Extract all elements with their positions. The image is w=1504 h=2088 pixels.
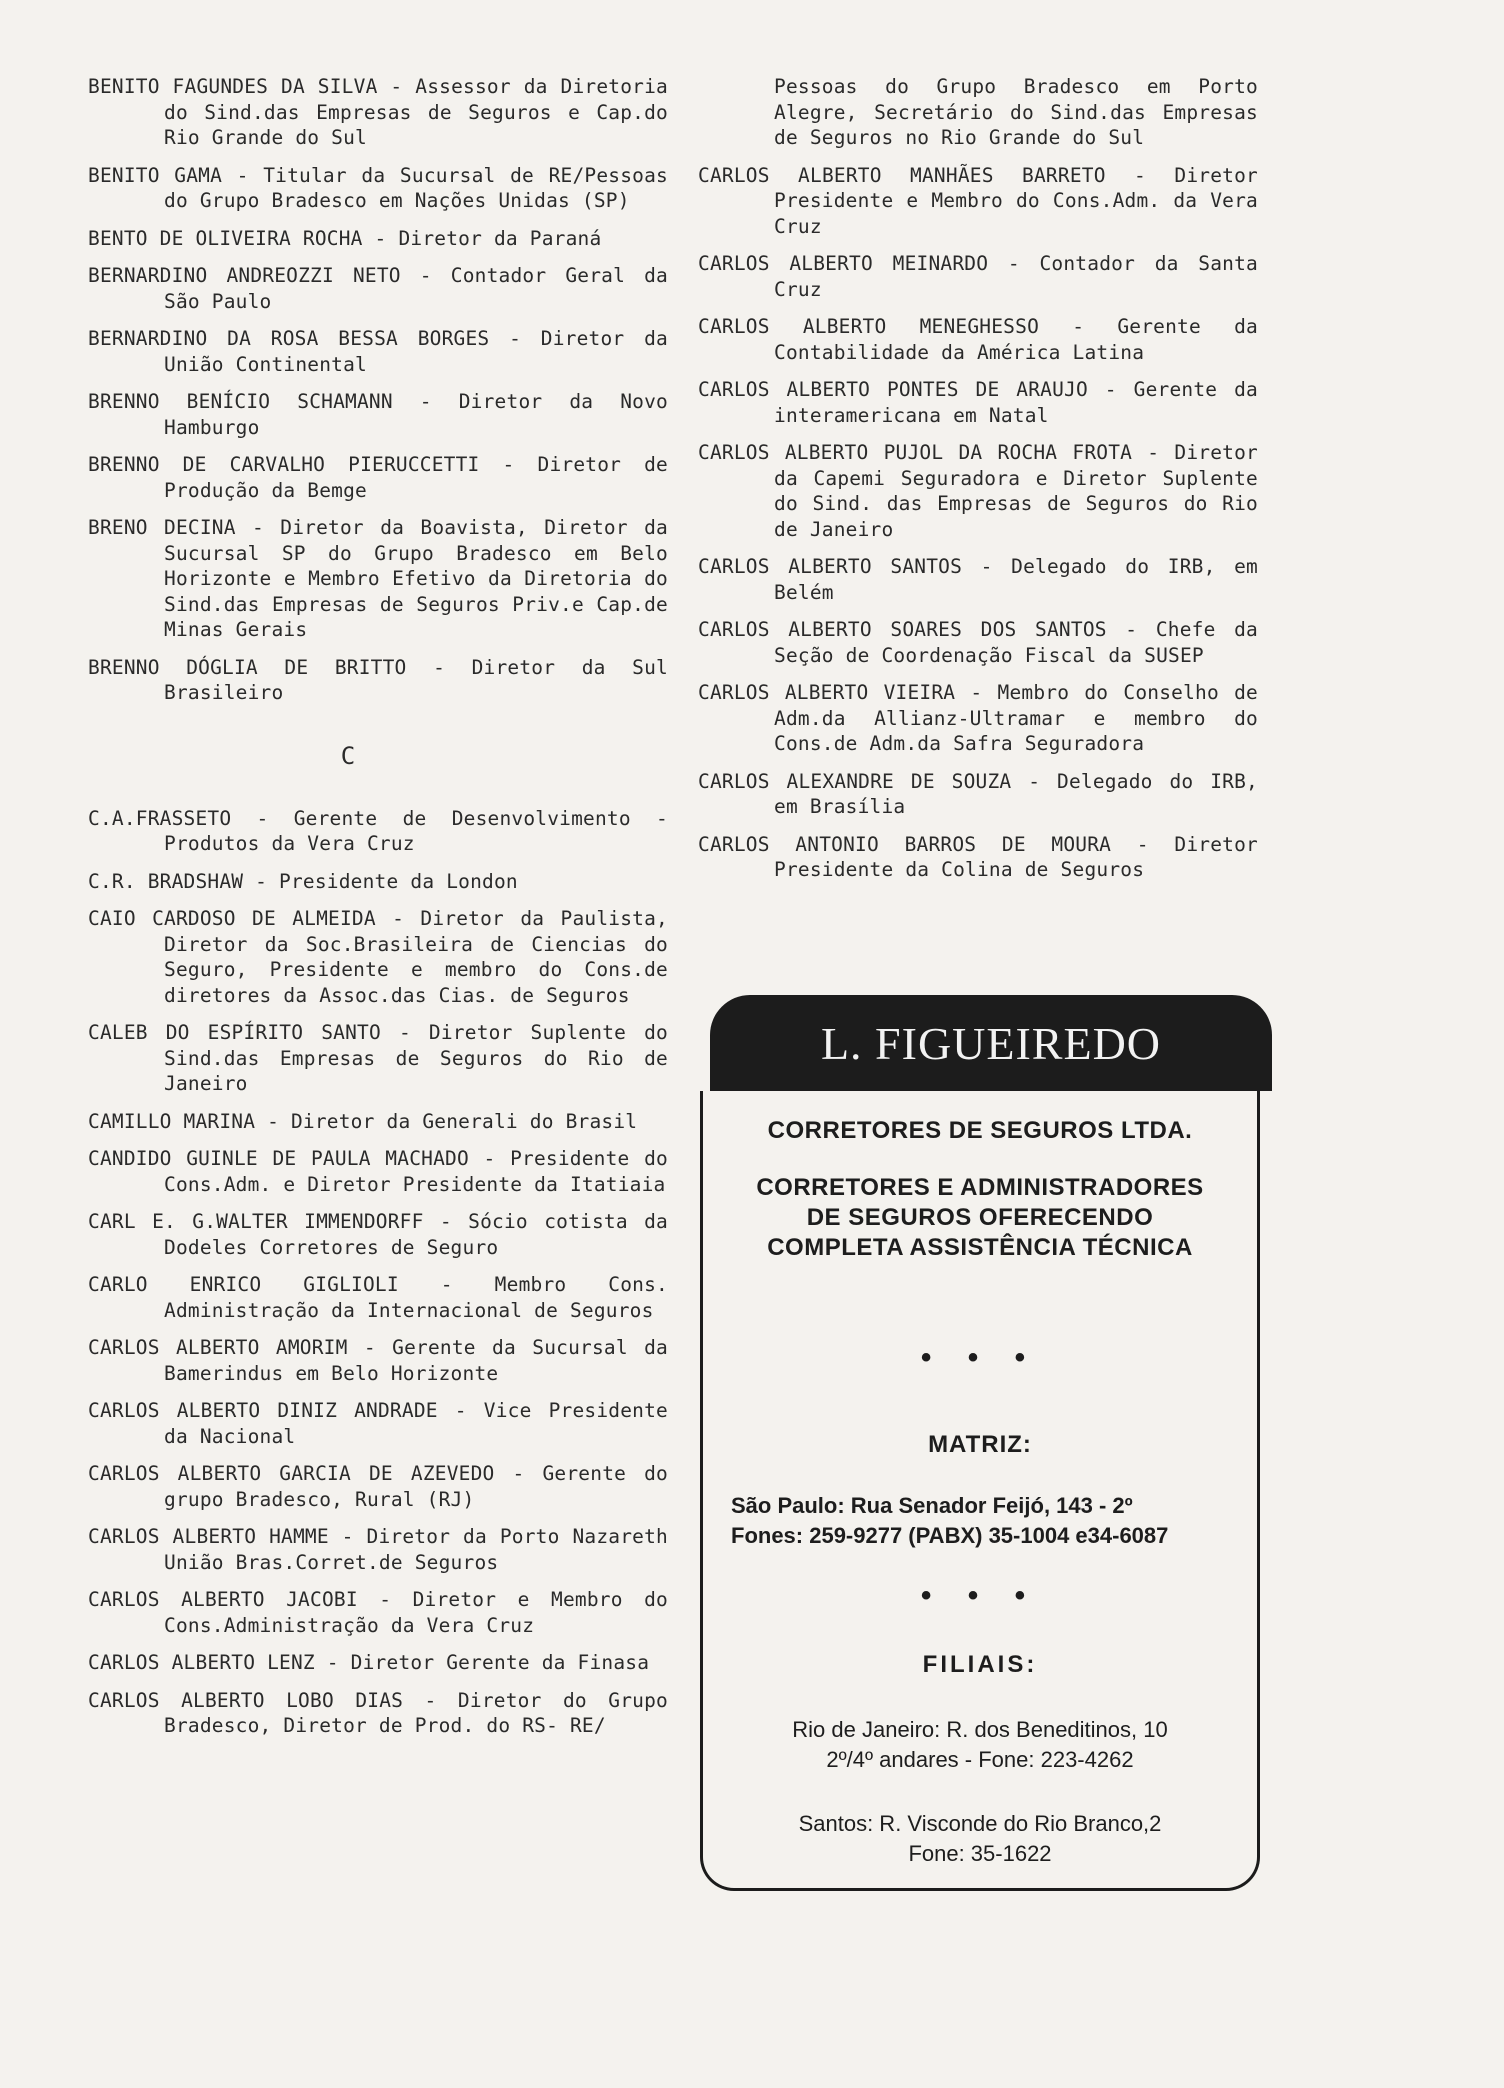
ad-santos-address: Santos: R. Visconde do Rio Branco,2 (798, 1811, 1162, 1836)
ad-matriz-label: MATRIZ: (928, 1431, 1032, 1458)
directory-entry: CARLOS ALBERTO PONTES DE ARAUJO - Gerente da interamericana em Natal (698, 378, 1258, 427)
ad-subtitle: CORRETORES DE SEGUROS LTDA. (767, 1117, 1193, 1144)
directory-entry: BENITO FAGUNDES DA SILVA - Assessor da Diretoria do Sind.das Empresas de Seguros e Cap.do Rio Grande do Sul (88, 75, 668, 149)
directory-entry: BRENNO DÓGLIA DE BRITTO - Diretor da Sul Brasileiro (88, 655, 668, 704)
directory-entry: CALEB DO ESPÍRITO SANTO - Diretor Suplente do Sind.das Empresas de Seguros do Rio de Janeiro (88, 1021, 668, 1095)
directory-entry: CARLOS ALBERTO GARCIA DE AZEVEDO - Gerente do grupo Bradesco, Rural (RJ) (88, 1462, 668, 1511)
directory-entry: CARLOS ALBERTO MANHÃES BARRETO - Diretor Presidente e Membro do Cons.Adm. da Vera Cruz (698, 163, 1258, 238)
ad-body (700, 1091, 1260, 1891)
ad-matriz-address-block (723, 1491, 1237, 1551)
ad-filiais-label: FILIAIS: (922, 1651, 1038, 1678)
directory-entry: CARLOS ALEXANDRE DE SOUZA - Delegado do IRB, em Brasília (698, 769, 1258, 818)
ad-company-name: L. FIGUEIREDO (820, 1017, 1162, 1069)
directory-entry: BENITO GAMA - Titular da Sucursal de RE/Pessoas do Grupo Bradesco em Nações Unidas (SP) (88, 163, 668, 212)
directory-entry: CARLOS ALBERTO MEINARDO - Contador da Santa Cruz (698, 252, 1258, 301)
ad-tagline: CORRETORES E ADMINISTRADORES DE SEGUROS OFERECENDO COMPLETA ASSISTÊNCIA TÉCNICA (756, 1174, 1204, 1261)
directory-entry: CAMILLO MARINA - Diretor da Generali do Brasil (88, 1109, 638, 1133)
directory-entry: CARL E. G.WALTER IMMENDORFF - Sócio cotista da Dodeles Corretores de Seguro (88, 1210, 668, 1259)
directory-entry: BERNARDINO DA ROSA BESSA BORGES - Diretor da União Continental (88, 327, 668, 376)
ad-santos-phone: Fone: 35-1622 (908, 1841, 1052, 1866)
ad-santos-address-block (723, 1809, 1237, 1869)
ad-matriz-phones: Fones: 259-9277 (PABX) 35-1004 e34-6087 (731, 1523, 1169, 1548)
directory-entry: CARLOS ALBERTO SOARES DOS SANTOS - Chefe da Seção de Coordenação Fiscal da SUSEP (698, 618, 1258, 667)
ad-rio-address: Rio de Janeiro: R. dos Beneditinos, 10 (792, 1717, 1168, 1742)
directory-entry: CARLOS ALBERTO JACOBI - Diretor e Membro do Cons.Administração da Vera Cruz (88, 1588, 668, 1637)
directory-entry: CARLOS ALBERTO AMORIM - Gerente da Sucursal da Bamerindus em Belo Horizonte (88, 1336, 668, 1385)
ad-rio-address-block (723, 1715, 1237, 1775)
left-column (88, 74, 668, 1751)
directory-entry: BENTO DE OLIVEIRA ROCHA - Diretor da Paraná (88, 226, 602, 250)
directory-entry: CARLOS ALBERTO PUJOL DA ROCHA FROTA - Diretor da Capemi Seguradora e Diretor Suplente do Sind. das Empresas de Seguros do Rio de Janeiro (698, 441, 1258, 541)
directory-entry: CARLOS ALBERTO LENZ - Diretor Gerente da Finasa (88, 1651, 650, 1674)
directory-entry: CAIO CARDOSO DE ALMEIDA - Diretor da Paulista, Diretor da Soc.Brasileira de Ciencias do Seguro, Presidente e membro do Cons.de diretores da Assoc.das Cias. de Seguros (88, 907, 668, 1007)
directory-entry: CARLOS ALBERTO DINIZ ANDRADE - Vice Presidente da Nacional (88, 1399, 668, 1448)
directory-entry: BRENNO BENÍCIO SCHAMANN - Diretor da Novo Hamburgo (88, 390, 668, 439)
directory-entry: C.A.FRASSETO - Gerente de Desenvolvimento - Produtos da Vera Cruz (88, 806, 668, 855)
directory-entry: CARLOS ALBERTO VIEIRA - Membro do Conselho de Adm.da Allianz-Ultramar e membro do Cons.de Adm.da Safra Seguradora (698, 681, 1258, 755)
ad-dots-separator: • • • (920, 1579, 1040, 1612)
directory-entry: C.R. BRADSHAW - Presidente da London (88, 869, 518, 893)
directory-entry-continuation: Pessoas do Grupo Bradesco em Porto Alegre, Secretário do Sind.das Empresas de Seguros no Rio Grande do Sul (774, 75, 1258, 149)
directory-entry: BRENNO DE CARVALHO PIERUCCETTI - Diretor de Produção da Bemge (88, 453, 668, 502)
directory-entry: BRENO DECINA - Diretor da Boavista, Diretor da Sucursal SP do Grupo Bradesco em Belo Horizonte e Membro Efetivo da Diretoria do Sind.das Empresas de Seguros Priv.e Cap.de Minas Gerais (88, 516, 668, 641)
right-column (698, 74, 1258, 895)
directory-entry: CARLOS ANTONIO BARROS DE MOURA - Diretor Presidente da Colina de Seguros (698, 832, 1258, 881)
directory-entry: CARLO ENRICO GIGLIOLI - Membro Cons. Administração da Internacional de Seguros (88, 1273, 668, 1322)
directory-entry: CARLOS ALBERTO SANTOS - Delegado do IRB, em Belém (698, 555, 1258, 604)
directory-entry: CANDIDO GUINLE DE PAULA MACHADO - Presidente do Cons.Adm. e Diretor Presidente da Itatiaia (88, 1147, 668, 1196)
directory-entry: CARLOS ALBERTO LOBO DIAS - Diretor do Grupo Bradesco, Diretor de Prod. do RS- RE/ (88, 1688, 668, 1737)
directory-entry: BERNARDINO ANDREOZZI NETO - Contador Geral da São Paulo (88, 264, 668, 313)
section-letter: C (340, 741, 356, 770)
directory-entry: CARLOS ALBERTO HAMME - Diretor da Porto Nazareth União Bras.Corret.de Seguros (88, 1525, 668, 1574)
directory-entry: CARLOS ALBERTO MENEGHESSO - Gerente da Contabilidade da América Latina (698, 315, 1258, 364)
ad-rio-floor: 2º/4º andares - Fone: 223-4262 (826, 1747, 1134, 1772)
advertisement (700, 995, 1262, 1900)
ad-dots-separator: • • • (920, 1341, 1040, 1374)
ad-header (710, 995, 1272, 1091)
ad-matriz-address: São Paulo: Rua Senador Feijó, 143 - 2º (731, 1493, 1133, 1518)
